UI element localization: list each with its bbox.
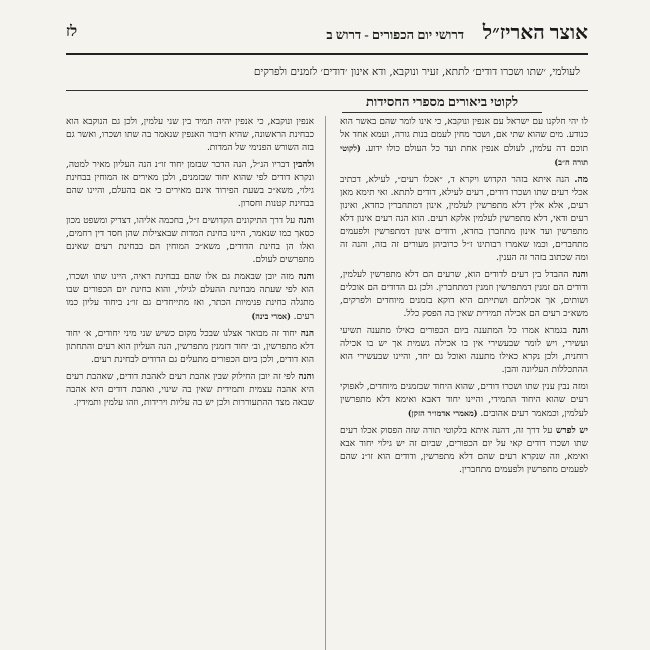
paragraph: [340, 116, 588, 170]
section-heading-underline: [342, 112, 542, 113]
paragraph-text: דבריו הנ״ל, הנה הדבר שבזמן יחוד זו״נ הנה העליון מאיר למטה, ונקרא דודים לפי שהוא יחוד שבזמנים, ולכן מאירים אז המוחין בבחינת גילוי, משא״כ בשעת הפירוד אינם מאירים כי אם בהעלם, והיינו שהם בבחינת קטנות וחסרון.: [66, 160, 314, 209]
source-citation: (לקוטי תורה ח״ב): [340, 143, 588, 167]
paragraph: [66, 159, 314, 211]
paragraph-text: בגמרא אמרו כל המתענה ביום הכפורים כאילו מתענה תשיעי ועשירי, ויש לומר שבעשירי אין בו אכילה גשמית אך יש בו אכילה רוחנית, ולכן נקרא כאילו מתענה ואוכל גם יחד, והיינו שבעשירי הוא ההתכללות העליונה והבן.: [340, 326, 588, 375]
paragraph-text: יחוד זה מבואר אצלנו שבכל מקום כשיש שני מיני יחודים, א׳ יחוד דלא מתפרשין, וב׳ יחוד דזמנין מתפרשין, הנה העליון הוא רעים והתחתון הוא דודים, ולכן ביום הכפורים מתעלים גם הדודים לבחינת רעים.: [66, 329, 314, 365]
chapter-title: דרושי יום הכפורים - דרוש ב: [326, 27, 464, 42]
paragraph: [66, 271, 314, 324]
paragraph-text: הנה איתא בזהר הקדוש ויקרא ד, ״אכלו רעים״, לעילא, דכתיב אכלי רעים שתו ושכרו דודים, רעים לעילא, דודים לתתא. ואי תימא מאן רעים, אלא אלין דלא מתפרשין לעלמין, אינון דמתחברין כחדא, ואינון רעים ודאי, דלא מתפרשין לעלמין אלקא רעים. הוא הנה רעים אינון דלא מתפרשין ועד אינון מתחברן בחדא, ודודים אינון דמתפרשין ולפעמים מתחברים, וכמו שאמרו רבותינו ז״ל כרוביהן מעורים זה בזה, והנה זה ומה שכתוב בזהר זה הענין.: [340, 175, 588, 263]
paragraph-lead-word: והנה: [295, 372, 314, 382]
paragraph: [340, 425, 588, 477]
paragraph-lead-word: יש לפרש: [552, 426, 588, 436]
paragraph-lead-word: והנה: [295, 216, 314, 226]
paragraph-text: על דרך זה, דהנה איתא בלקוטי תורה שזה הפסוק אכלו רעים שתו ושכרו דודים קאי על יום הכפורים, שביום זה יש גילוי יחוד אבא ואימא, וזה שנקרא רעים שהם דלא מתפרשין, ודודים הוא זו״נ שהם לפעמים מתפרשין ולפעמים מתחברין.: [340, 426, 588, 475]
main-text-divider: [66, 90, 588, 91]
paragraph-lead-word: והנה: [568, 270, 588, 280]
paragraph-lead-word: והנה: [293, 272, 314, 282]
paragraph: [66, 371, 314, 410]
source-citation: (אמרי בינה): [251, 311, 294, 321]
header-divider: [66, 53, 588, 55]
page-header: [66, 22, 588, 50]
paragraph: [66, 215, 314, 267]
paragraph-text: על דרך התיקונים הקדושים ז״ל, בחכמה אליהו, דצדיק ומשפט מכון כסאך כמו שנאמר, היינו בחינת המדות שבאצילות שהן חסד דין רחמים, ואלו הן בחינת הדודים, משא״כ המוחין הם בבחינת רעים שאינם מתפרשים לעולם.: [66, 216, 314, 265]
paragraph-lead-word: מה.: [569, 175, 588, 185]
paragraph-text: ההבדל בין רעים לדודים הוא, שרעים הם דלא מתפרשין לעלמין, ודודים הם זמנין דמתפרשין וזמנין דמתחברין. ולכן גם הדודים הם אוכלים ושותים, אך אכילתם ושתייתם היא דוקא בזמנים מיוחדים ולפרקים, משא״כ רעים הם אכילה תמידית שאין בה הפסק כלל.: [340, 270, 588, 319]
paragraph-lead-word: ולהבין: [289, 160, 314, 170]
column-divider: [325, 116, 326, 650]
source-citation: (מאמרי אדמו״ר הזקן): [407, 408, 481, 418]
paragraph: [340, 381, 588, 421]
paragraph-text: ומזה נבין ענין שתו ושכרו דודים, שהוא היחוד שבזמנים מיוחדים, לאפוקי רעים שהוא היחוד התמידי, והיינו יחוד דאבא ואימא דלא מתפרשין לעלמין, וכמאמר רעים אהובים.: [340, 382, 588, 419]
page-number: לז: [66, 24, 78, 40]
paragraph: [340, 174, 588, 265]
paragraph: [340, 325, 588, 377]
paragraph-text: לפי זה יובן החילוק שבין אהבת רעים לאהבת דודים, שאהבת רעים היא אהבה עצמית ותמידית שאין בה שינוי, ואהבת דודים היא אהבה שבאה מצד ההתעוררות ולכן יש בה עליות וירידות, וזהו עלמין ותמידין.: [66, 372, 314, 408]
left-column: [66, 116, 314, 650]
book-title: אוצר האריז״ל: [482, 22, 588, 44]
paragraph-text: אנפין ונוקבא, כי אנפין יהיה תמיד בין שני עלמין, ולכן גם הנוקבא הוא כבחינת הראשונה, שהיא חיבור האנפין שנאמר בה שתו ושכרו, ואשר גם בזה השורש הפנימי של המדות.: [66, 117, 314, 153]
main-text-line: לעולמי, ׳שתו ושכרו דודים׳ לתתא, זעיר ונוקבא, ודא אינון ׳דודים׳ לזמנים ולפרקים: [253, 66, 580, 78]
right-column: [340, 116, 588, 650]
paragraph: [66, 116, 314, 155]
paragraph: [66, 328, 314, 367]
section-heading: לקוטי ביאורים מספרי החסידות: [365, 94, 519, 109]
paragraph-text: מזה יובן שבאמת גם אלו שהם בבחינת ראיה, היינו שתו ושכרו, הוא לפי שעתה מבחינת ההעלם לגילוי, והוא בחינת יום הכפורים שבו מתגלה בחינת פנימיות הכתר, ואז מתייחדים גם זו״נ ביחוד עליון כמו רעים.: [66, 272, 314, 322]
paragraph: [340, 269, 588, 321]
paragraph-text: לו יהי חלקנו עם ישראל עם אנפין ונוקבא, כי אינו לומר שהם באשר הוא כנודע. מים שהוא שתי אם, ושכר מחין לעמם בנות גורה, ועמא אחד אל תוכם דה עלמין, לעולם אנפין אחת ועד כל העולם כולו ידוע.: [340, 117, 588, 154]
paragraph-lead-word: והנה: [566, 326, 588, 336]
paragraph-lead-word: הנה: [296, 329, 314, 339]
